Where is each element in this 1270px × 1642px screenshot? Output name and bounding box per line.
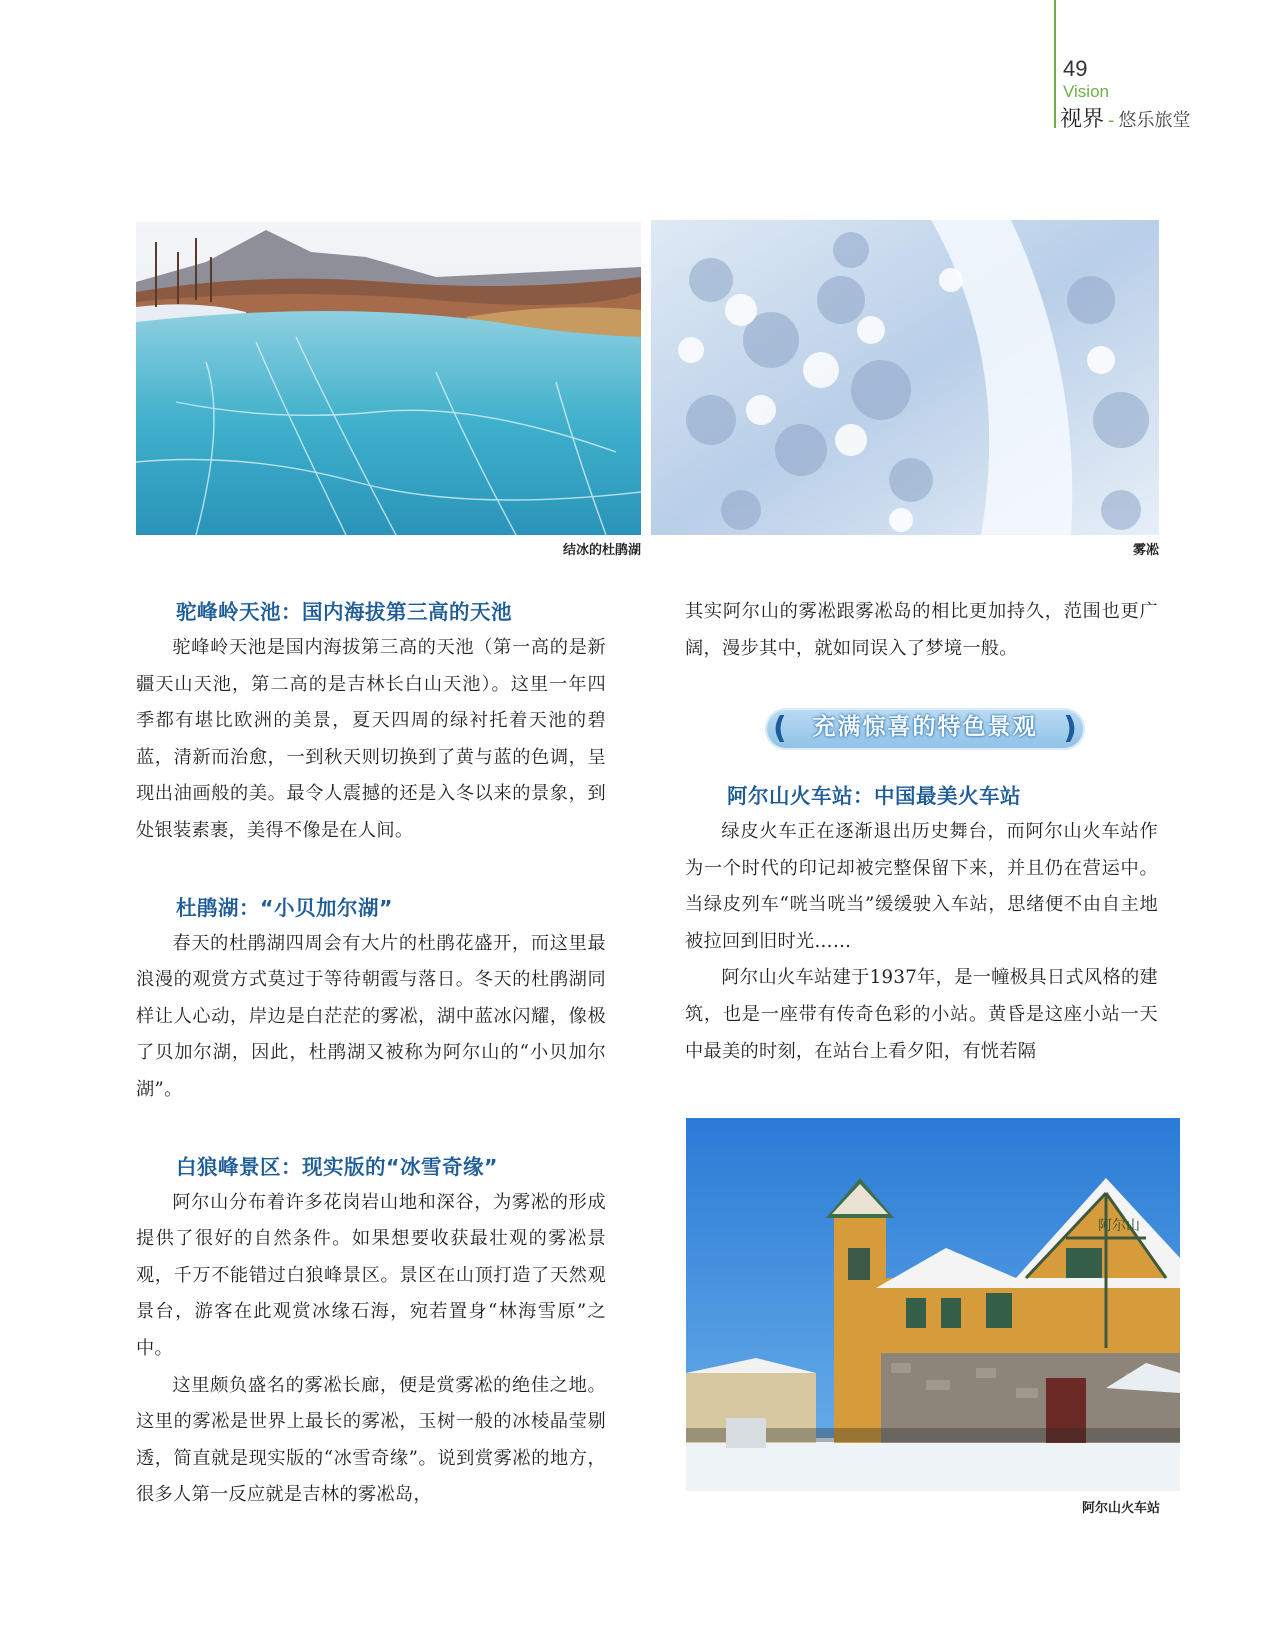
frozen-lake-caption: 结冰的杜鹃湖 [562,543,641,558]
feature-banner-text: 充满惊喜的特色景观 [812,714,1038,740]
left-column [136,594,606,1514]
right-column-bottom [685,778,1158,1070]
station-heading: 阿尔山火车站：中国最美火车站 [727,784,1021,808]
bailangfeng-heading: 白狼峰景区：现实版的“冰雪奇缘” [176,1154,498,1179]
dujuan-lake-heading: 杜鹃湖：“小贝加尔湖” [176,895,393,920]
banner-left-bracket: ( [773,711,787,746]
banner-right-bracket: ) [1063,711,1077,746]
bailangfeng-paragraph-1: 阿尔山分布着许多花岗岩山地和深谷，为雾凇的形成提供了很好的自然条件。如果想要收获最壮观的雾凇景观，千万不能错过白狼峰景区。景区在山顶打造了天然观景台，游客在此观赏冰缘石海，宛若置身“林海雪原”之中。 [136,1191,606,1359]
section-name: 视界 [1060,107,1105,132]
station-paragraph-2: 阿尔山火车站建于1937年，是一幢极具日式风格的建筑，也是一座带有传奇色彩的小站。黄昏是这座小站一天中最美的时刻，在站台上看夕阳，有恍若隔 [685,967,1158,1062]
header-section [1060,102,1191,133]
right-column-top [685,594,1158,667]
tuofengling-paragraph: 驼峰岭天池是国内海拔第三高的天池（第一高的是新疆天山天池，第二高的是吉林长白山天池）。这里一年四季都有堪比欧洲的美景，夏天四周的绿衬托着天池的碧蓝，清新而治愈，一到秋天则切换到了黄与蓝的色调，呈现出油画般的美。最令人震撼的还是入冬以来的景象，到处银装素裹，美得不像是在人间。 [136,637,606,841]
subsection-name: 悠乐旅堂 [1118,110,1191,131]
rime-caption: 雾凇 [1132,543,1159,558]
station-paragraph-1: 绿皮火车正在逐渐退出历史舞台，而阿尔山火车站作为一个时代的印记却被完整保留下来，并且仍在营运中。当绿皮列车“咣当咣当”缓缓驶入车站，思绪便不由自主地被拉回到旧时光…… [685,821,1158,952]
rime-aerial-photo [651,220,1159,535]
feature-banner [765,708,1085,750]
page-number: 49 [1063,56,1088,81]
frozen-lake-photo [136,222,641,535]
station-sign: 阿尔山 [1098,1218,1140,1234]
section-dash: - [1108,110,1115,131]
train-station-photo [686,1118,1180,1491]
dujuan-lake-paragraph: 春天的杜鹃湖四周会有大片的杜鹃花盛开，而这里最浪漫的观赏方式莫过于等待朝霞与落日。冬天的杜鹃湖同样让人心动，岸边是白茫茫的雾凇，湖中蓝冰闪耀，像极了贝加尔湖，因此，杜鹃湖又被称为阿尔山的“小贝加尔湖”。 [136,932,606,1100]
bailangfeng-paragraph-2: 这里颇负盛名的雾凇长廊，便是赏雾凇的绝佳之地。这里的雾凇是世界上最长的雾凇，玉树一般的冰棱晶莹剔透，简直就是现实版的“冰雪奇缘”。说到赏雾凇的地方，很多人第一反应就是吉林的雾凇岛， [136,1374,606,1506]
tuofengling-heading: 驼峰岭天池：国内海拔第三高的天池 [176,600,512,624]
train-station-caption: 阿尔山火车站 [1081,1501,1160,1516]
header-vision-label: Vision [1063,82,1109,101]
continued-paragraph: 其实阿尔山的雾凇跟雾凇岛的相比更加持久，范围也更广阔，漫步其中，就如同误入了梦境一般。 [685,601,1158,659]
header-divider-line [1054,0,1056,128]
